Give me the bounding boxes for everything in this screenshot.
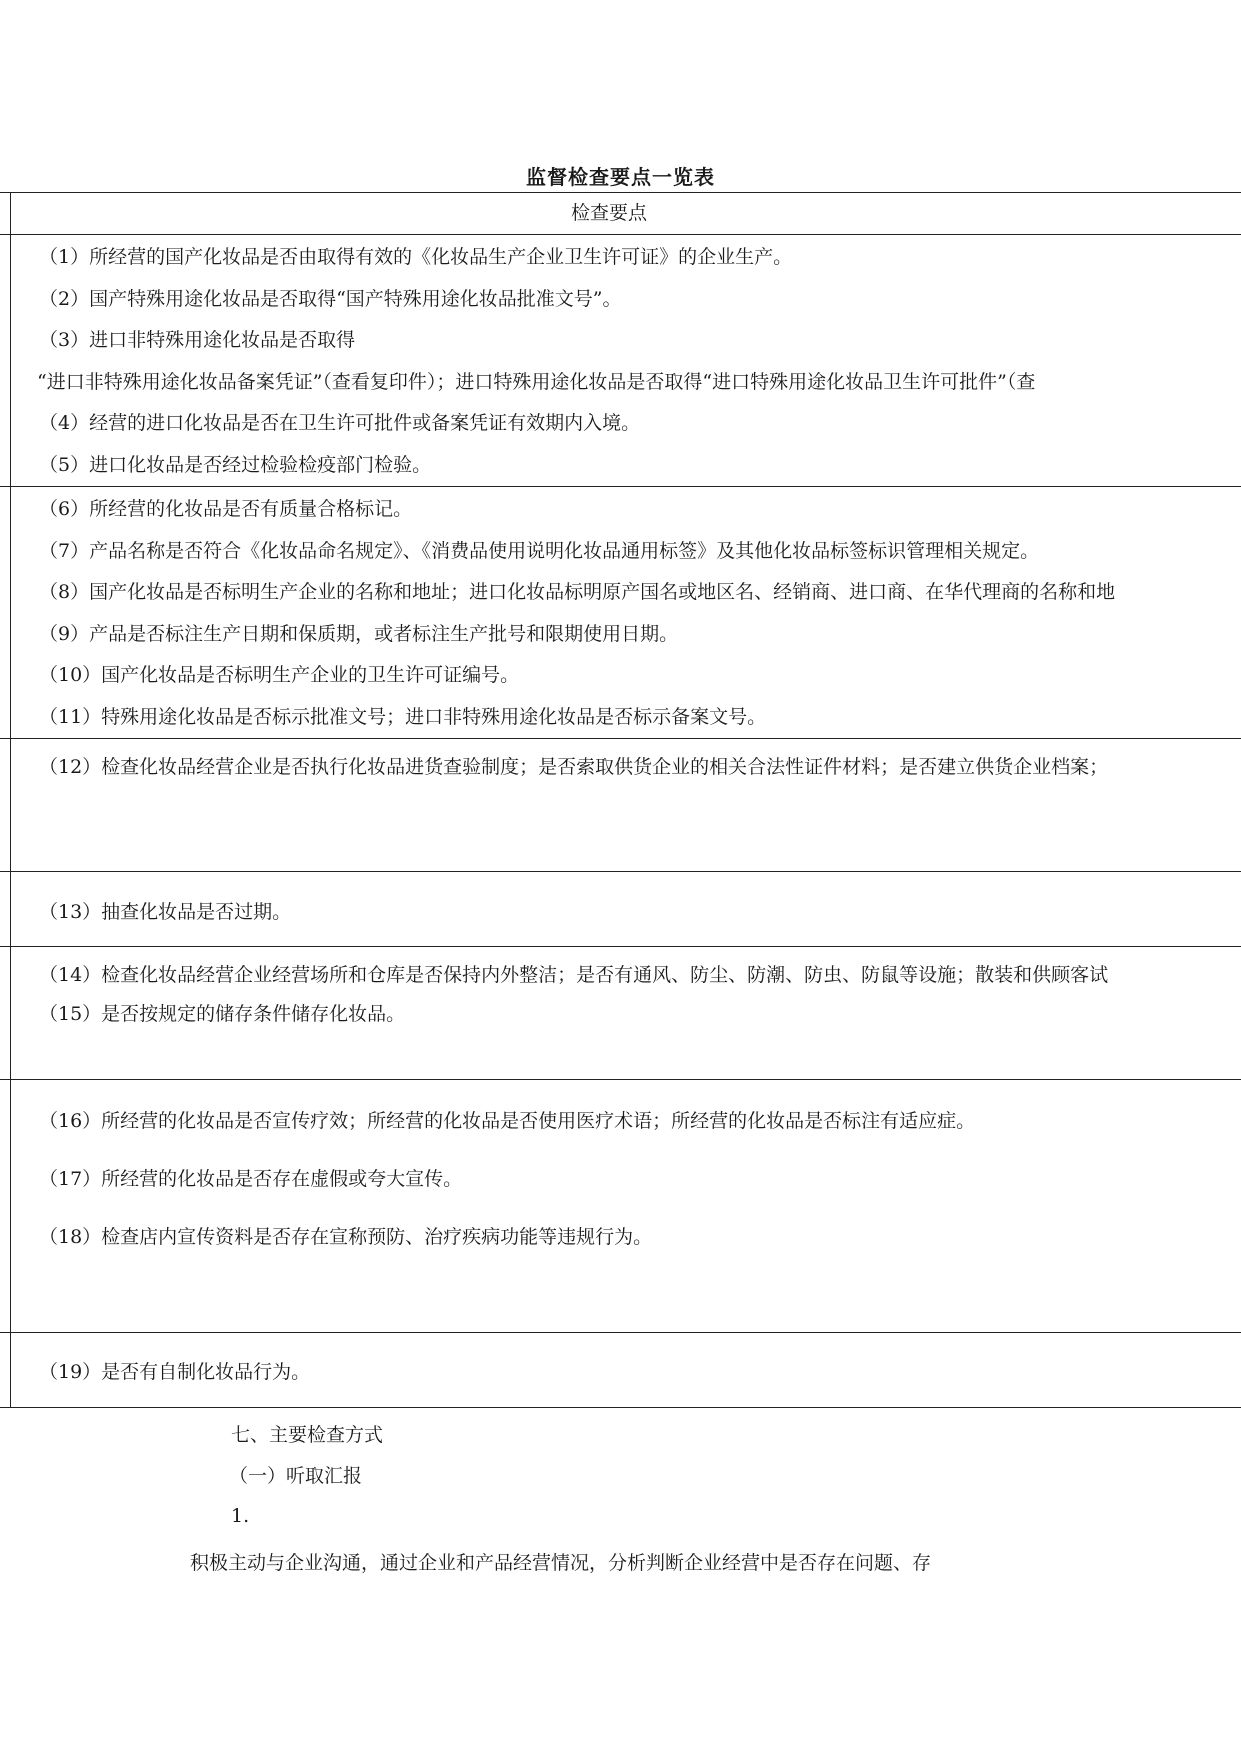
list-item: （18）检查店内宣传资料是否存在宣称预防、治疗疾病功能等违规行为。 [39, 1226, 653, 1248]
list-item: （16）所经营的化妆品是否宣传疗效；所经营的化妆品是否使用医疗术语；所经营的化妆品是否标注有适应症。 [39, 1110, 976, 1132]
section-advertising [11, 1080, 1241, 1333]
list-item: （15）是否按规定的储存条件储存化妆品。 [39, 1003, 406, 1025]
list-item: （4）经营的进口化妆品是否在卫生许可批件或备案凭证有效期内入境。 [39, 412, 641, 434]
list-item: （13）抽查化妆品是否过期。 [39, 901, 292, 923]
list-item: （3）进口非特殊用途化妆品是否取得 [39, 329, 356, 351]
list-item: （17）所经营的化妆品是否存在虚假或夸大宣传。 [39, 1168, 463, 1190]
section-purchase-check [11, 739, 1241, 872]
table-row [0, 1333, 1241, 1408]
list-item: （5）进口化妆品是否经过检验检疫部门检验。 [39, 453, 432, 476]
subsection-heading: （一）听取汇报 [229, 1465, 363, 1487]
list-item: （9）产品是否标注生产日期和保质期，或者标注生产批号和限期使用日期。 [39, 622, 679, 645]
list-item: （14）检查化妆品经营企业经营场所和仓库是否保持内外整洁；是否有通风、防尘、防潮、防虫、防鼠等设施；散装和供顾客试 [39, 964, 1109, 986]
table-row [0, 487, 1241, 739]
section-labeling [11, 487, 1241, 739]
list-item: （11）特殊用途化妆品是否标示批准文号；进口非特殊用途化妆品是否标示备案文号。 [39, 705, 767, 728]
body-paragraph: 积极主动与企业沟通，通过企业和产品经营情况，分析判断企业经营中是否存在问题、存 [190, 1552, 932, 1574]
list-item: （1）所经营的国产化妆品是否由取得有效的《化妆品生产企业卫生许可证》的企业生产。 [39, 246, 793, 268]
section-expiry [11, 872, 1241, 947]
table-header-cell: 检查要点 [11, 193, 1241, 235]
table-row [0, 872, 1241, 947]
table-row [0, 235, 1241, 487]
table-header-row [0, 193, 1241, 235]
table-row [0, 739, 1241, 872]
table-row [0, 947, 1241, 1080]
section-license [11, 235, 1241, 487]
list-item: （6）所经营的化妆品是否有质量合格标记。 [39, 498, 413, 520]
list-item: （19）是否有自制化妆品行为。 [39, 1361, 311, 1383]
document-title: 监督检查要点一览表 [526, 165, 715, 189]
section-heading: 七、主要检查方式 [231, 1424, 384, 1446]
list-item: （8）国产化妆品是否标明生产企业的名称和地址；进口化妆品标明原产国名或地区名、经销商、进口商、在华代理商的名称和地 [39, 581, 1116, 603]
section-self-made [11, 1333, 1241, 1408]
list-item: （10）国产化妆品是否标明生产企业的卫生许可证编号。 [39, 664, 520, 686]
list-item: （7）产品名称是否符合《化妆品命名规定》、《消费品使用说明化妆品通用标签》及其他化妆品标签标识管理相关规定。 [39, 539, 1040, 562]
section-storage [11, 947, 1241, 1080]
item-number: 1. [231, 1505, 250, 1527]
list-item: （12）检查化妆品经营企业是否执行化妆品进货查验制度；是否索取供货企业的相关合法性证件材料；是否建立供货企业档案； [39, 756, 1109, 778]
table-row [0, 1080, 1241, 1333]
list-item: （2）国产特殊用途化妆品是否取得“国产特殊用途化妆品批准文号”。 [39, 287, 622, 310]
list-item: “进口非特殊用途化妆品备案凭证”（查看复印件）；进口特殊用途化妆品是否取得“进口特殊用途化妆品卫生许可批件”（查 [37, 370, 1036, 393]
inspection-table [0, 192, 1241, 1408]
